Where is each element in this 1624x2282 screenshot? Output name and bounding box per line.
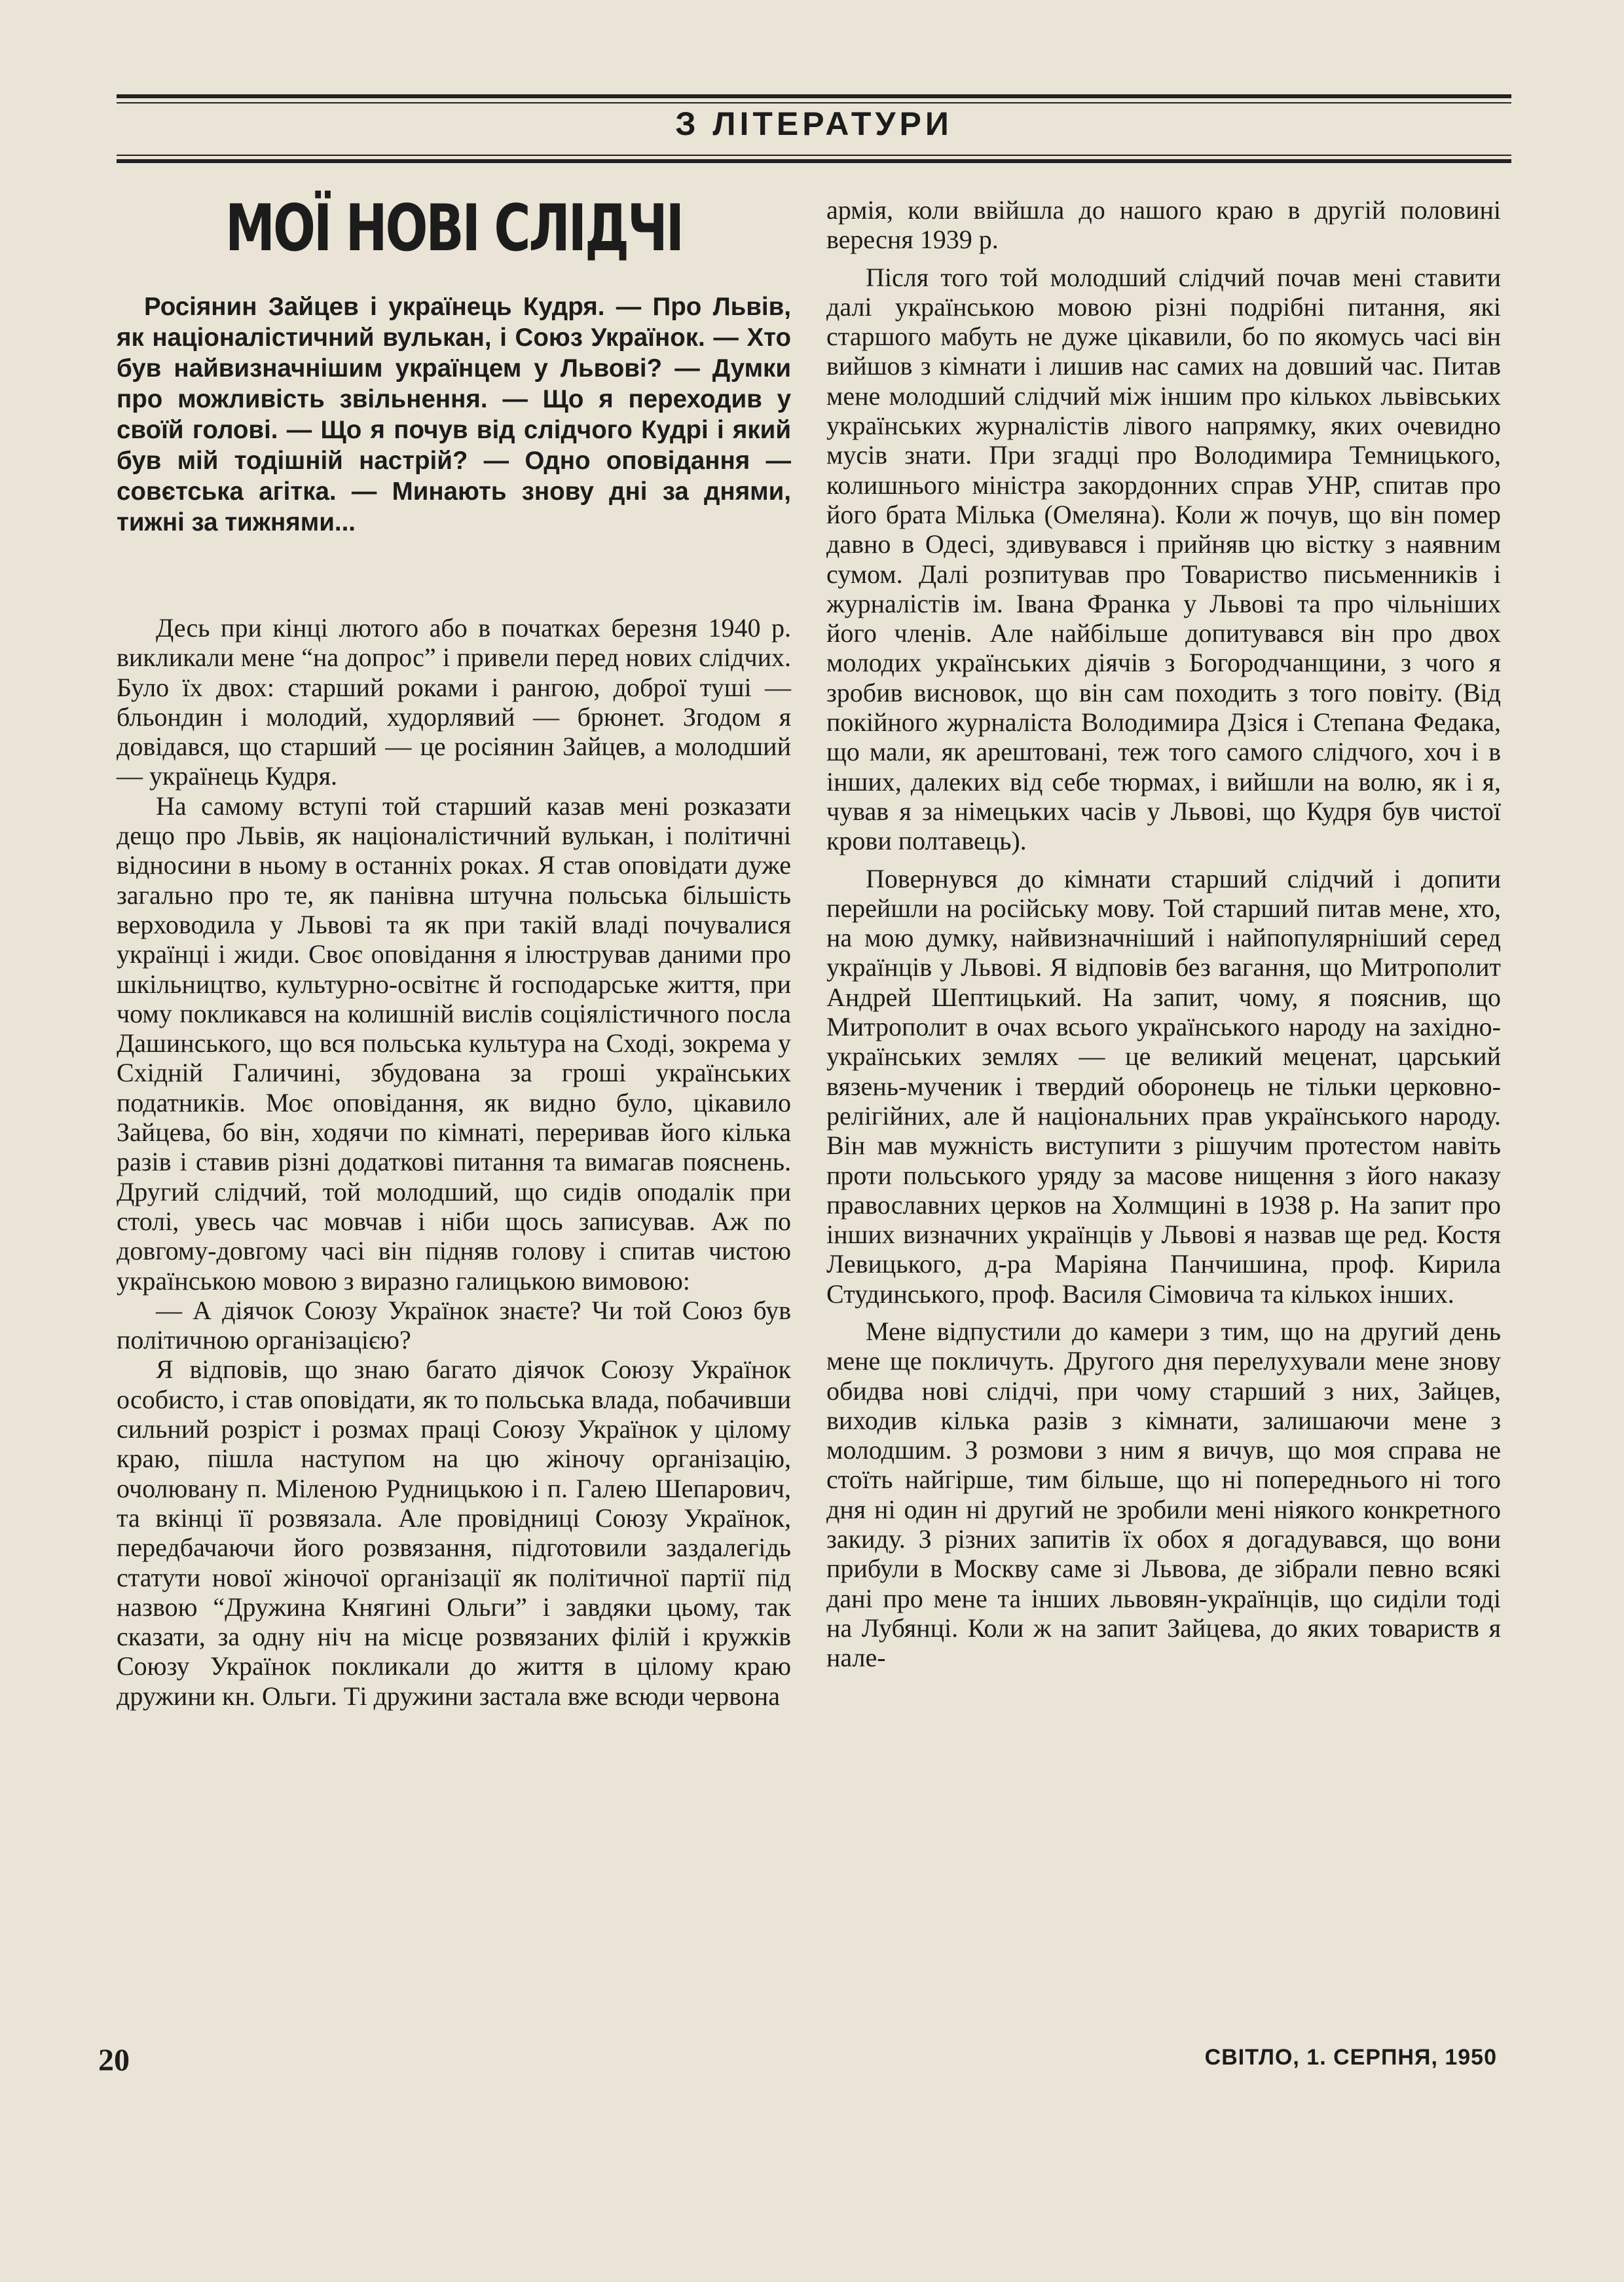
paragraph: Я відповів, що знаю багато діячок Союзу Українок особисто, і став оповідати, як то польська влада, побачивши сильний розріст і розмах праці Союзу Українок у цілому краю, пішла наступом на цю жіночу організацію, очолювану п. Міленою Рудницькою і п. Галею Шепарович, та вкінці її розвязала. Але провідниці Союзу Українок, передбачаючи його розвязання, підготовили заздалегідь статути нової жіночої організації як політичної партії під назвою “Дружина Княгині Ольги” і завдяки цьому, так сказати, за одну ніч на місце розвязаних філій і кружків Союзу Українок покликали до життя в цілому краю дружини кн. Ольги. Ті дружини застала вже всюди червона [117, 1355, 791, 1711]
article-abstract: Росіянин Зайцев і українець Кудря. — Про Львів, як націоналістичний вулькан, і Союз Українок. — Хто був найвизначнішим українцем у Львові? — Думки про можливість звільнення. — Що я переходив у своїй голові. — Що я почув від слідчого Кудрі і який був мій тодішній настрій? — Одно оповідання — совєтська агітка. — Минають знову дні за днями, тижні за тижнями... [117, 293, 791, 536]
paragraph: На самому вступі той старший казав мені розказати дещо про Львів, як націоналістичний вулькан, і політичні відносини в ньому в останніх роках. Я став оповідати дуже загально про те, як панівна штучна польська більшість верховодила у Львові та як при такій владі почувалися українці і жиди. Своє оповідання я ілюстрував даними про шкільництво, культурно-освітнє й господарське життя, при чому покликався на колишній вислів соціялістичного посла Дашинського, що вся польська культура на Сході, зокрема у Східній Галичині, збудована за гроші українських податників. Моє оповідання, як видно було, цікавило Зайцева, бо він, ходячи по кімнаті, переривав його кілька разів і ставив різні додаткові питання та вимагав пояснень. Другий слідчий, той молодший, що сидів оподалік при столі, увесь час мовчав і ніби щось записував. Аж по довгому-довгому часі він підняв голову і спитав чистою українською мовою з виразно галицькою вимовою: [117, 791, 791, 1296]
paragraph: Після того той молодший слідчий почав мені ставити далі українською мовою різні подрібні питання, які старшого мабуть не дуже цікавили, бо по якомусь часі він вийшов з кімнати і лишив нас самих на довший час. Питав мене молодший слідчий між іншим про кількох львівських українських журналістів лівого напрямку, яких очевидно мусів знати. При згадці про Володимира Темницького, колишнього міністра закордонних справ УНР, спитав про його брата Мілька (Омеляна). Коли ж почув, що він помер давно в Одесі, здивувався і прийняв цю вістку з наявним сумом. Далі розпитував про Товариство письменників і журналістів ім. Івана Франка у Львові та про чільніших його членів. Але найбільше допитувався він про двох молодих українських діячів з Богородчанщини, з чого я зробив висновок, що він сам походить з того повіту. (Від покійного журналіста Володимира Дзіся і Степана Федака, що мали, як арештовані, теж того самого слідчого, хоч і в інших, далеких від себе тюрмах, і вийшли на волю, як і я, чував я за німецьких часів у Львові, що Кудря був чистої крови полтавець). [826, 262, 1501, 856]
header-rule-bottom-thick [117, 159, 1511, 163]
publication-source: СВІТЛО, 1. СЕРПНЯ, 1950 [1204, 2045, 1497, 2070]
paragraph: Десь при кінці лютого або в початках березня 1940 р. викликали мене “на допрос” і привели перед нових слідчих. Було їх двох: старший роками і рангою, доброї туші — бльондин і молодий, худорлявий — брюнет. Згодом я довідався, що старший — це росіянин Зайцев, а молодший — українець Кудря. [117, 613, 791, 791]
article-title: МОЇ НОВІ СЛІДЧІ [225, 191, 682, 266]
paragraph: армія, коли ввійшла до нашого краю в другій половині вересня 1939 р. [826, 195, 1501, 255]
header-rule-top-thin [117, 102, 1511, 103]
paragraph: Мене відпустили до камери з тим, що на другий день мене ще покличуть. Другого дня перелухували мене знову обидва нові слідчі, при чому старший з них, Зайцев, виходив кілька разів з кімнати, залишаючи мене з молодшим. З розмови з ним я вичув, що моя справа не стоїть найгірше, тим більше, що ні попереднього ні того дня ні один ні другий не зробили мені ніякого конкретного закиду. З різних запитів їх обох я догадувався, що вони прибули в Москву саме зі Львова, де зібрали певно всякі дані про мене та інших львовян-українців, що сиділи тоді на Лубянці. Коли ж на запит Зайцева, до яких товариств я нале- [826, 1316, 1501, 1673]
section-title: З ЛІТЕРАТУРИ [675, 105, 953, 142]
page-number: 20 [98, 2043, 130, 2078]
header-rule-bottom-thin [117, 155, 1511, 156]
paragraph: Повернувся до кімнати старший слідчий і допити перейшли на російську мову. Той старший питав мене, хто, на мою думку, найвизначніший і найпопулярніший серед українців у Львові. Я відповів без вагання, що Митрополит Андрей Шептицький. На запит, чому, я пояснив, що Митрополит в очах всього українського народу на західно-українських землях — це великий меценат, царський вязень-мученик і твердий оборонець не тільки церковно-релігійних, але й національних прав українського народу. Він мав мужність виступити з рішучим протестом навіть проти польського уряду за масове нищення з його наказу православних церков на Холмщині в 1938 р. На запит про інших визначних українців у Львові я назвав ще ред. Костя Левицького, д-ра Маріяна Панчишина, проф. Кирила Студинського, проф. Василя Сімовича та кількох інших. [826, 863, 1501, 1309]
header-rule-top-thick [117, 94, 1511, 98]
text-column-left [117, 613, 791, 1711]
text-column-right [826, 195, 1501, 1673]
paragraph: — А діячок Союзу Українок знаєте? Чи той Союз був політичною організацією? [117, 1295, 791, 1355]
